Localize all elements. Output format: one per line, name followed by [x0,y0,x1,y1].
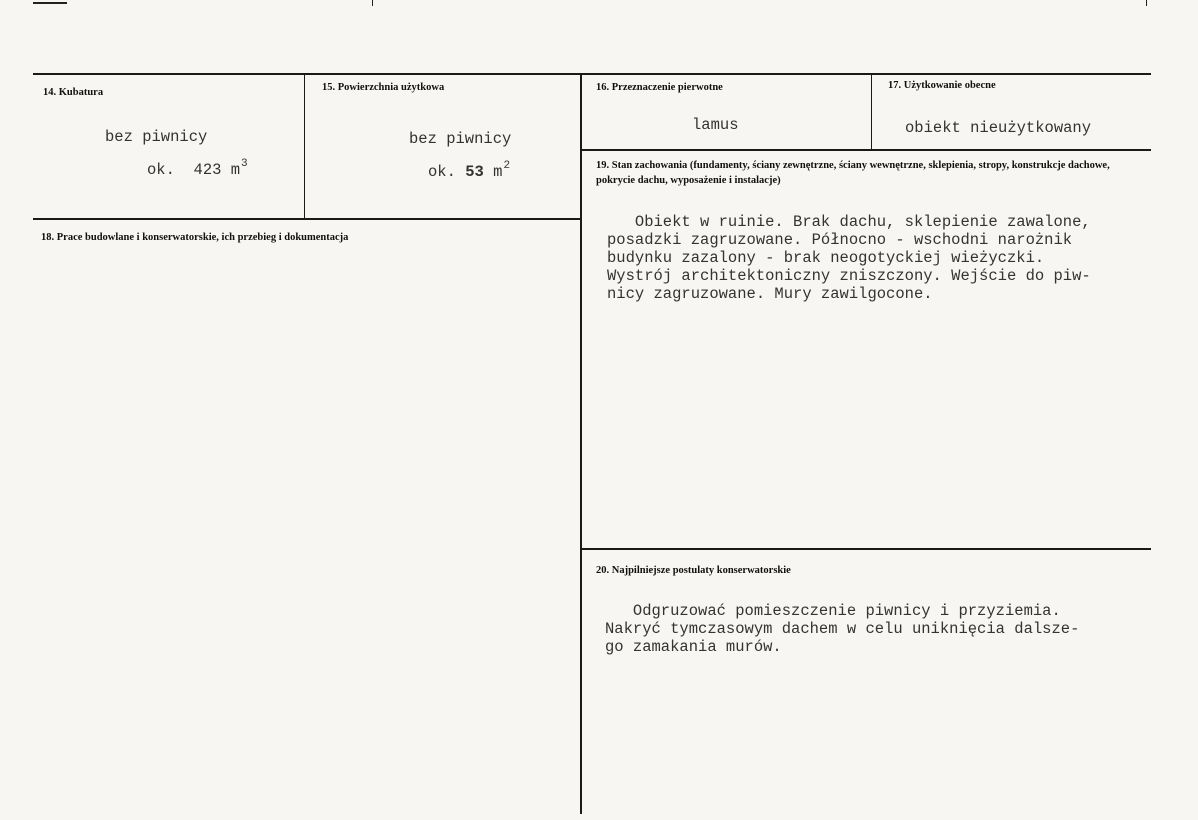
field-15-label: 15. Powierzchnia użytkowa [322,82,445,93]
field-14-exponent: 3 [241,158,248,170]
field-16-label: 16. Przeznaczenie pierwotne [596,82,723,93]
row-divider-right-upper [580,149,1151,151]
field-14-value: 423 [193,161,222,179]
field-15-unit: m [493,163,503,181]
field-20-line: Odgruzować pomieszczenie piwnicy i przyziemia. [605,602,1061,620]
top-edge-mark-right [1146,0,1147,6]
field-15-exponent: 2 [503,160,511,172]
field-19-line: Wystrój architektoniczny zniszczony. Wejście do piw- [607,267,1091,285]
row-divider-right-lower [580,548,1151,550]
field-14-line1: bez piwnicy [105,128,208,146]
top-edge-mark-center [372,0,373,6]
row-divider-left [33,218,581,220]
field-20-line: Nakryć tymczasowym dachem w celu uniknięcia dalsze- [605,620,1080,638]
field-14-line2 [147,158,248,181]
field-19-line: Obiekt w ruinie. Brak dachu, sklepienie zawalone, [607,213,1091,231]
field-20-line: go zamakania murów. [605,638,782,656]
field-14-prefix: ok. [147,161,175,179]
field-19-line: budynku zazalony - brak neogotyckiej wieżyczki. [607,249,1045,267]
field-17-value: obiekt nieużytkowany [905,119,1092,137]
field-15-line2 [428,160,511,183]
field-16-value: lamus [692,116,739,134]
field-19-line: nicy zagruzowane. Mury zawilgocone. [607,285,933,303]
field-15-line1: bez piwnicy [409,130,512,148]
field-14-label: 14. Kubatura [43,87,104,98]
divider-14-15 [304,74,305,219]
field-20-label: 20. Najpilniejsze postulaty konserwatorskie [596,565,791,576]
field-14-unit: m [230,161,241,179]
top-edge-mark-left [33,2,67,4]
form-top-border [33,73,1151,75]
field-19-label: 19. Stan zachowania (fundamenty, ściany zewnętrzne, ściany wewnętrzne, sklepienia, stropy, konstrukcje dachowe, pokrycie dachu, wyposażenie i instalacje) [596,160,1110,186]
field-15-value: 53 [465,163,484,181]
field-15-prefix: ok. [428,163,456,181]
divider-16-17 [871,74,872,150]
field-17-label: 17. Użytkowanie obecne [888,80,996,91]
field-19-line: posadzki zagruzowane. Północno - wschodni narożnik [607,231,1073,249]
divider-15-16 [580,74,582,814]
field-18-label: 18. Prace budowlane i konserwatorskie, ich przebieg i dokumentacja [41,232,349,243]
